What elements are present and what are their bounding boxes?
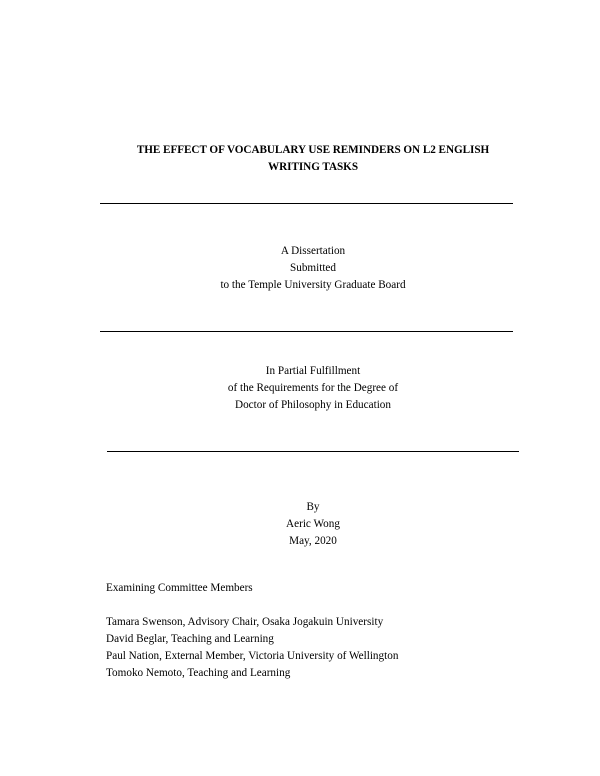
committee-heading: Examining Committee Members (106, 582, 253, 594)
committee-member: David Beglar, Teaching and Learning (106, 633, 274, 645)
title-line-2: WRITING TASKS (267, 161, 359, 173)
fulfillment-line-1: In Partial Fulfillment (265, 365, 361, 377)
committee-member: Paul Nation, External Member, Victoria University of Wellington (106, 650, 399, 662)
author-name: Aeric Wong (286, 518, 340, 530)
author-byline (100, 499, 526, 550)
committee-member: Tamara Swenson, Advisory Chair, Osaka Jogakuin University (106, 616, 384, 628)
horizontal-rule-2 (100, 331, 513, 332)
graduate-board-label: to the Temple University Graduate Board (220, 279, 406, 291)
committee-member: Tomoko Nemoto, Teaching and Learning (106, 667, 291, 679)
fulfillment-line-2: of the Requirements for the Degree of (227, 382, 399, 394)
by-label: By (306, 501, 320, 513)
horizontal-rule-1 (100, 203, 513, 204)
committee-member-list (106, 614, 546, 682)
submission-statement (100, 243, 526, 294)
horizontal-rule-3 (107, 451, 519, 452)
examining-committee (106, 580, 546, 682)
dissertation-label: A Dissertation (280, 245, 346, 257)
submission-date: May, 2020 (289, 535, 337, 547)
submitted-label: Submitted (290, 262, 336, 274)
dissertation-title (100, 142, 526, 176)
degree-requirements-statement (100, 363, 526, 414)
degree-name: Doctor of Philosophy in Education (235, 399, 391, 411)
title-line-1: THE EFFECT OF VOCABULARY USE REMINDERS ON L2 ENGLISH (136, 144, 490, 156)
